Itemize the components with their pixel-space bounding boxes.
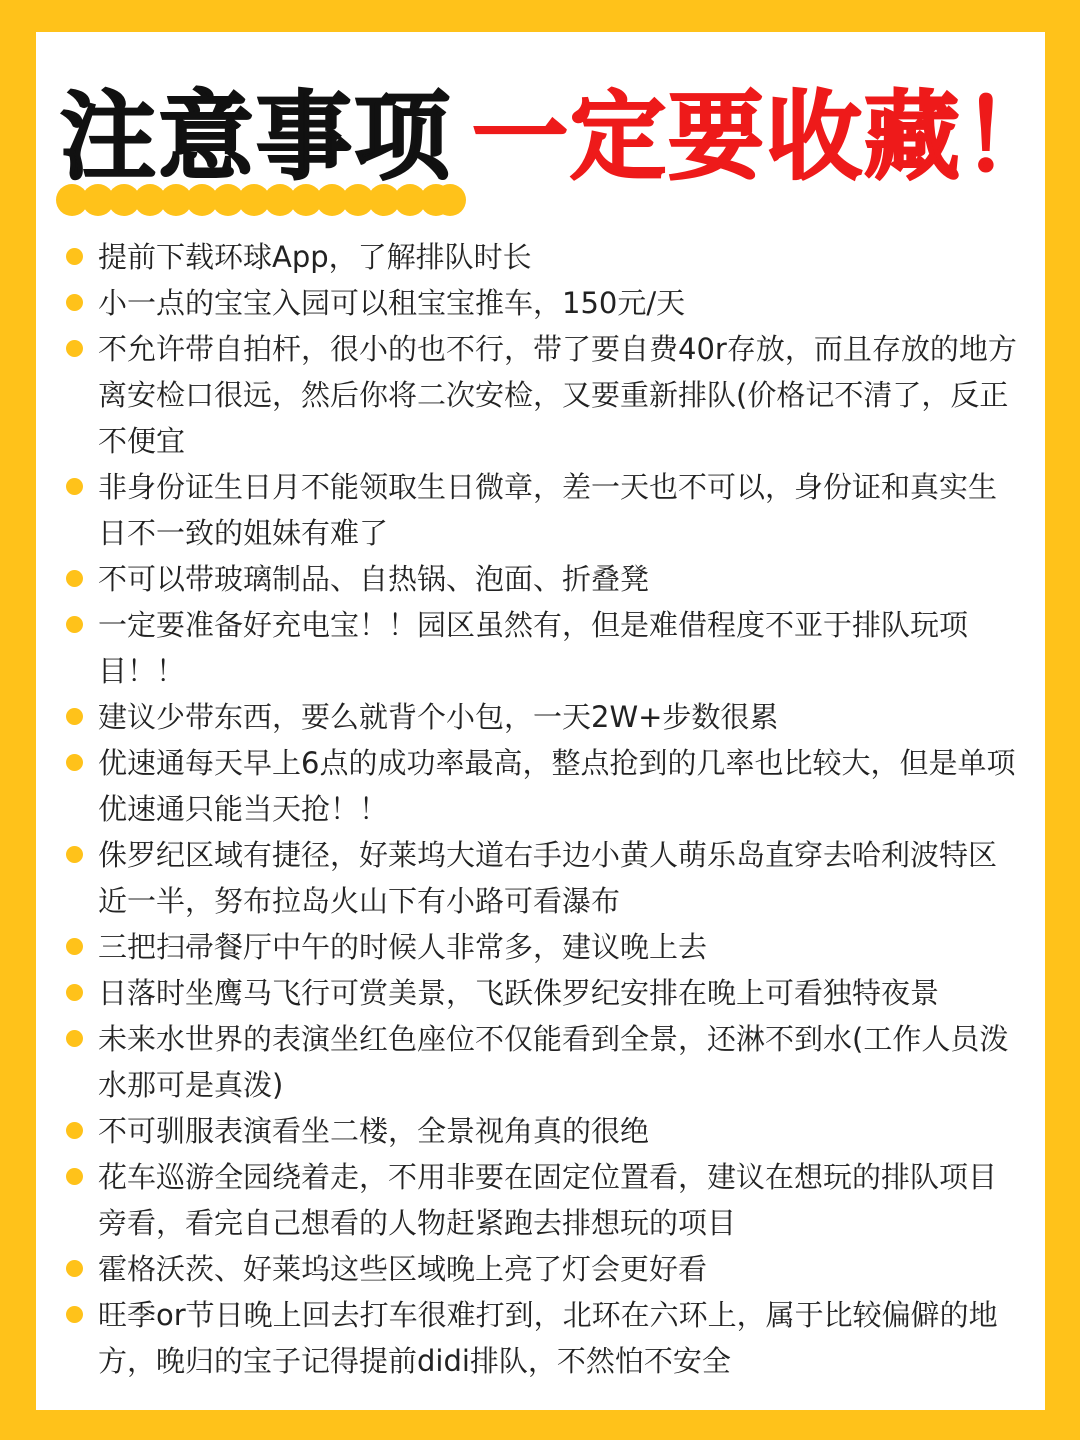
bullet-dot-icon	[66, 1168, 83, 1185]
list-item-text: 花车巡游全园绕着走，不用非要在固定位置看，建议在想玩的排队项目旁看，看完自己想看的人物赶紧跑去排想玩的项目	[98, 1160, 998, 1240]
bullet-dot-icon	[66, 1122, 83, 1139]
list-item-text: 不可驯服表演看坐二楼，全景视角真的很绝	[98, 1114, 650, 1148]
list-item	[60, 280, 1025, 326]
bullet-dot-icon	[66, 1030, 83, 1047]
list-item	[60, 326, 1025, 464]
list-item-text: 未来水世界的表演坐红色座位不仅能看到全景，还淋不到水(工作人员泼水那可是真泼)	[98, 1022, 1009, 1102]
bullet-dot-icon	[66, 570, 83, 587]
list-item-text: 一定要准备好充电宝！！园区虽然有，但是难借程度不亚于排队玩项目！！	[98, 608, 969, 688]
list-item-text: 非身份证生日月不能领取生日微章，差一天也不可以，身份证和真实生日不一致的姐妹有难了	[98, 470, 998, 550]
bullet-dot-icon	[66, 984, 83, 1001]
list-item	[60, 832, 1025, 924]
bullet-dot-icon	[66, 1306, 83, 1323]
list-item	[60, 464, 1025, 556]
list-item-text: 不可以带玻璃制品、自热锅、泡面、折叠凳	[98, 562, 650, 596]
list-item-text: 三把扫帚餐厅中午的时候人非常多，建议晚上去	[98, 930, 708, 964]
page-title-red: 一定要收藏！	[472, 81, 1060, 193]
bullet-dot-icon	[66, 616, 83, 633]
list-item	[60, 924, 1025, 970]
list-item	[60, 234, 1025, 280]
bullet-dot-icon	[66, 938, 83, 955]
list-item	[60, 1016, 1025, 1108]
list-item	[60, 556, 1025, 602]
list-item	[60, 1154, 1025, 1246]
list-item-text: 日落时坐鹰马飞行可赏美景，飞跃侏罗纪安排在晚上可看独特夜景	[98, 976, 940, 1010]
tips-list	[60, 234, 1025, 1384]
list-item-text: 小一点的宝宝入园可以租宝宝推车，150元/天	[98, 286, 686, 320]
list-item-text: 霍格沃茨、好莱坞这些区域晚上亮了灯会更好看	[98, 1252, 708, 1286]
list-item-text: 不允许带自拍杆，很小的也不行，带了要自费40r存放，而且存放的地方离安检口很远，然后你将二次安检，又要重新排队(价格记不清了，反正不便宜	[98, 332, 1017, 458]
list-item-text: 侏罗纪区域有捷径，好莱坞大道右手边小黄人萌乐岛直穿去哈利波特区近一半，努布拉岛火山下有小路可看瀑布	[98, 838, 998, 918]
list-item	[60, 694, 1025, 740]
bullet-dot-icon	[66, 1260, 83, 1277]
list-item-text: 优速通每天早上6点的成功率最高，整点抢到的几率也比较大，但是单项优速通只能当天抢！！	[98, 746, 1016, 826]
list-item-text: 旺季or节日晚上回去打车很难打到，北环在六环上，属于比较偏僻的地方，晚归的宝子记得提前didi排队，不然怕不安全	[98, 1298, 998, 1378]
bullet-dot-icon	[66, 478, 83, 495]
list-item	[60, 1246, 1025, 1292]
list-item	[60, 602, 1025, 694]
list-item	[60, 1292, 1025, 1384]
bullet-dot-icon	[66, 340, 83, 357]
page-title-black: 注意事项	[60, 81, 452, 193]
list-item	[60, 1108, 1025, 1154]
bullet-dot-icon	[66, 294, 83, 311]
bullet-dot-icon	[66, 754, 83, 771]
bullet-dot-icon	[66, 846, 83, 863]
list-item-text: 建议少带东西，要么就背个小包，一天2W+步数很累	[98, 700, 779, 734]
bullet-dot-icon	[66, 248, 83, 265]
list-item	[60, 970, 1025, 1016]
list-item-text: 提前下载环球App，了解排队时长	[98, 240, 532, 274]
list-item	[60, 740, 1025, 832]
bullet-dot-icon	[66, 708, 83, 725]
